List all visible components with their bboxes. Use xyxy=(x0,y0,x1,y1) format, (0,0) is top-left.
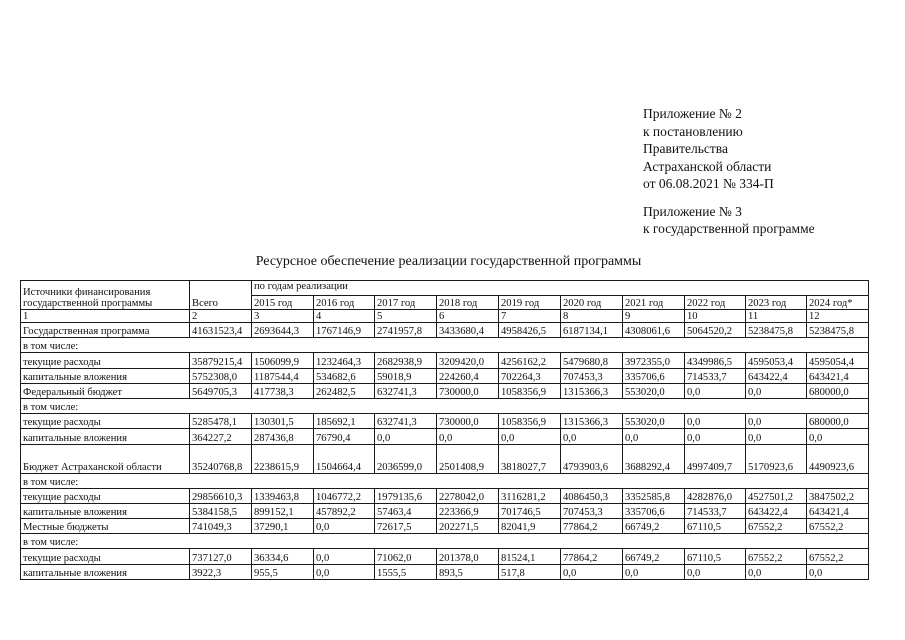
year-value-cell: 59018,9 xyxy=(375,368,437,383)
year-value-cell: 5064520,2 xyxy=(685,323,746,338)
year-value-cell: 632741,3 xyxy=(375,383,437,398)
header-year-cell: 2019 год xyxy=(499,296,561,310)
row-label-cell: Федеральный бюджет xyxy=(21,383,190,398)
header-row-top xyxy=(21,281,869,296)
table-row xyxy=(21,368,869,383)
year-value-cell: 4086450,3 xyxy=(561,488,623,503)
year-value-cell: 714533,7 xyxy=(685,503,746,518)
year-value-cell: 1046772,2 xyxy=(314,488,375,503)
row-label-cell: капитальные вложения xyxy=(21,503,190,518)
year-value-cell: 67110,5 xyxy=(685,549,746,564)
year-value-cell: 0,0 xyxy=(314,519,375,534)
appendix-block xyxy=(643,105,815,238)
subtotal-label-row xyxy=(21,534,869,549)
year-value-cell: 1315366,3 xyxy=(561,414,623,429)
subtotal-label-row xyxy=(21,473,869,488)
header-source-cell: Источники финансирования государственной программы xyxy=(21,281,190,310)
appendix-2-line: Астраханской области xyxy=(643,158,772,174)
year-value-cell: 4997409,7 xyxy=(685,444,746,473)
year-value-cell: 1315366,3 xyxy=(561,383,623,398)
year-value-cell: 643422,4 xyxy=(746,503,807,518)
year-value-cell: 643421,4 xyxy=(807,503,869,518)
column-number-cell: 1 xyxy=(21,310,190,323)
year-value-cell: 3352585,8 xyxy=(623,488,685,503)
year-value-cell: 0,0 xyxy=(314,564,375,579)
header-year-cell: 2021 год xyxy=(623,296,685,310)
year-value-cell: 223366,9 xyxy=(437,503,499,518)
header-year-cell: 2022 год xyxy=(685,296,746,310)
year-value-cell: 714533,7 xyxy=(685,368,746,383)
year-value-cell: 1232464,3 xyxy=(314,353,375,368)
year-value-cell: 4308061,6 xyxy=(623,323,685,338)
year-value-cell: 0,0 xyxy=(437,429,499,444)
year-value-cell: 3433680,4 xyxy=(437,323,499,338)
resource-table-body xyxy=(21,281,869,580)
year-value-cell: 4490923,6 xyxy=(807,444,869,473)
year-value-cell: 4595053,4 xyxy=(746,353,807,368)
year-value-cell: 4349986,5 xyxy=(685,353,746,368)
year-value-cell: 5479680,8 xyxy=(561,353,623,368)
row-label-cell: текущие расходы xyxy=(21,353,190,368)
year-value-cell: 0,0 xyxy=(685,414,746,429)
appendix-3-line: к государственной программе xyxy=(643,221,815,236)
year-value-cell: 4958426,5 xyxy=(499,323,561,338)
row-label-cell: Бюджет Астраханской области xyxy=(21,444,190,473)
subtotal-label-row xyxy=(21,338,869,353)
year-value-cell: 2238615,9 xyxy=(252,444,314,473)
year-value-cell: 67552,2 xyxy=(746,519,807,534)
column-number-cell: 5 xyxy=(375,310,437,323)
year-value-cell: 1504664,4 xyxy=(314,444,375,473)
year-value-cell: 0,0 xyxy=(623,564,685,579)
year-value-cell: 77864,2 xyxy=(561,549,623,564)
total-value-cell: 5285478,1 xyxy=(190,414,252,429)
header-year-cell: 2018 год xyxy=(437,296,499,310)
year-value-cell: 5238475,8 xyxy=(807,323,869,338)
year-value-cell: 1058356,9 xyxy=(499,383,561,398)
row-label-cell: капитальные вложения xyxy=(21,368,190,383)
year-value-cell: 0,0 xyxy=(499,429,561,444)
column-number-cell: 9 xyxy=(623,310,685,323)
appendix-2-line: от 06.08.2021 № 334-П xyxy=(643,176,774,191)
row-label-cell: капитальные вложения xyxy=(21,429,190,444)
year-value-cell: 0,0 xyxy=(685,429,746,444)
appendix-2-line: Правительства xyxy=(643,141,728,156)
year-value-cell: 1339463,8 xyxy=(252,488,314,503)
row-label-cell: текущие расходы xyxy=(21,414,190,429)
header-year-cell: 2017 год xyxy=(375,296,437,310)
year-value-cell: 893,5 xyxy=(437,564,499,579)
year-value-cell: 680000,0 xyxy=(807,414,869,429)
year-value-cell: 66749,2 xyxy=(623,549,685,564)
year-value-cell: 2693644,3 xyxy=(252,323,314,338)
year-value-cell: 185692,1 xyxy=(314,414,375,429)
total-value-cell: 35879215,4 xyxy=(190,353,252,368)
table-row xyxy=(21,383,869,398)
year-value-cell: 707453,3 xyxy=(561,368,623,383)
year-value-cell: 130301,5 xyxy=(252,414,314,429)
total-value-cell: 35240768,8 xyxy=(190,444,252,473)
total-value-cell: 41631523,4 xyxy=(190,323,252,338)
year-value-cell: 67552,2 xyxy=(746,549,807,564)
year-value-cell: 417738,3 xyxy=(252,383,314,398)
year-value-cell: 2501408,9 xyxy=(437,444,499,473)
year-value-cell: 57463,4 xyxy=(375,503,437,518)
year-value-cell: 4793903,6 xyxy=(561,444,623,473)
appendix-2-line: к постановлению xyxy=(643,123,743,139)
year-value-cell: 287436,8 xyxy=(252,429,314,444)
year-value-cell: 1767146,9 xyxy=(314,323,375,338)
year-value-cell: 0,0 xyxy=(314,549,375,564)
year-value-cell: 77864,2 xyxy=(561,519,623,534)
in-that-number-cell: в том числе: xyxy=(21,534,869,549)
year-value-cell: 1979135,6 xyxy=(375,488,437,503)
year-value-cell: 899152,1 xyxy=(252,503,314,518)
table-row xyxy=(21,353,869,368)
year-value-cell: 202271,5 xyxy=(437,519,499,534)
total-value-cell: 737127,0 xyxy=(190,549,252,564)
table-row xyxy=(21,564,869,579)
year-value-cell: 0,0 xyxy=(623,429,685,444)
column-number-cell: 6 xyxy=(437,310,499,323)
appendix-3-caption xyxy=(643,203,815,238)
in-that-number-cell: в том числе: xyxy=(21,338,869,353)
header-year-cell: 2015 год xyxy=(252,296,314,310)
total-value-cell: 5384158,5 xyxy=(190,503,252,518)
in-that-number-cell: в том числе: xyxy=(21,398,869,413)
row-label-cell: Местные бюджеты xyxy=(21,519,190,534)
year-value-cell: 82041,9 xyxy=(499,519,561,534)
header-by-years-cell: по годам реализации xyxy=(252,281,869,296)
appendix-3-line: Приложение № 3 xyxy=(643,203,742,219)
appendix-2-line: Приложение № 2 xyxy=(643,106,742,121)
year-value-cell: 0,0 xyxy=(561,429,623,444)
year-value-cell: 3972355,0 xyxy=(623,353,685,368)
year-value-cell: 0,0 xyxy=(685,383,746,398)
year-value-cell: 553020,0 xyxy=(623,383,685,398)
year-value-cell: 701746,5 xyxy=(499,503,561,518)
column-number-cell: 12 xyxy=(807,310,869,323)
year-value-cell: 72617,5 xyxy=(375,519,437,534)
column-number-cell: 7 xyxy=(499,310,561,323)
row-label-cell: текущие расходы xyxy=(21,488,190,503)
year-value-cell: 71062,0 xyxy=(375,549,437,564)
year-value-cell: 335706,6 xyxy=(623,503,685,518)
year-value-cell: 1187544,4 xyxy=(252,368,314,383)
year-value-cell: 2741957,8 xyxy=(375,323,437,338)
table-row xyxy=(21,323,869,338)
year-value-cell: 517,8 xyxy=(499,564,561,579)
year-value-cell: 201378,0 xyxy=(437,549,499,564)
year-value-cell: 0,0 xyxy=(807,564,869,579)
year-value-cell: 2682938,9 xyxy=(375,353,437,368)
column-number-cell: 3 xyxy=(252,310,314,323)
year-value-cell: 680000,0 xyxy=(807,383,869,398)
total-value-cell: 29856610,3 xyxy=(190,488,252,503)
year-value-cell: 5238475,8 xyxy=(746,323,807,338)
year-value-cell: 707453,3 xyxy=(561,503,623,518)
year-value-cell: 76790,4 xyxy=(314,429,375,444)
appendix-gap xyxy=(643,193,815,203)
header-total-cell: Всего xyxy=(190,281,252,310)
appendix-2-caption xyxy=(643,105,815,193)
year-value-cell: 643421,4 xyxy=(807,368,869,383)
row-label-cell: капитальные вложения xyxy=(21,564,190,579)
year-value-cell: 702264,3 xyxy=(499,368,561,383)
year-value-cell: 0,0 xyxy=(746,383,807,398)
table-row xyxy=(21,503,869,518)
year-value-cell: 4282876,0 xyxy=(685,488,746,503)
year-value-cell: 3688292,4 xyxy=(623,444,685,473)
year-value-cell: 0,0 xyxy=(375,429,437,444)
year-value-cell: 730000,0 xyxy=(437,383,499,398)
year-value-cell: 632741,3 xyxy=(375,414,437,429)
table-row xyxy=(21,549,869,564)
year-value-cell: 1555,5 xyxy=(375,564,437,579)
year-value-cell: 4527501,2 xyxy=(746,488,807,503)
row-label-cell: Государственная программа xyxy=(21,323,190,338)
year-value-cell: 1058356,9 xyxy=(499,414,561,429)
header-year-cell: 2020 год xyxy=(561,296,623,310)
year-value-cell: 457892,2 xyxy=(314,503,375,518)
year-value-cell: 0,0 xyxy=(685,564,746,579)
year-value-cell: 3847502,2 xyxy=(807,488,869,503)
in-that-number-cell: в том числе: xyxy=(21,473,869,488)
header-year-cell: 2023 год xyxy=(746,296,807,310)
column-numbers-row xyxy=(21,310,869,323)
header-year-cell: 2016 год xyxy=(314,296,375,310)
year-value-cell: 5170923,6 xyxy=(746,444,807,473)
year-value-cell: 3209420,0 xyxy=(437,353,499,368)
year-value-cell: 0,0 xyxy=(746,429,807,444)
document-title-text: Ресурсное обеспечение реализации государственной программы xyxy=(255,254,642,269)
year-value-cell: 0,0 xyxy=(746,564,807,579)
year-value-cell: 730000,0 xyxy=(437,414,499,429)
year-value-cell: 6187134,1 xyxy=(561,323,623,338)
year-value-cell: 262482,5 xyxy=(314,383,375,398)
subtotal-label-row xyxy=(21,398,869,413)
year-value-cell: 4256162,2 xyxy=(499,353,561,368)
table-row xyxy=(21,519,869,534)
year-value-cell: 534682,6 xyxy=(314,368,375,383)
table-row xyxy=(21,444,869,473)
total-value-cell: 364227,2 xyxy=(190,429,252,444)
document-title xyxy=(0,254,905,270)
year-value-cell: 3818027,7 xyxy=(499,444,561,473)
year-value-cell: 0,0 xyxy=(746,414,807,429)
year-value-cell: 2036599,0 xyxy=(375,444,437,473)
table-row xyxy=(21,429,869,444)
resource-table xyxy=(20,280,869,580)
year-value-cell: 2278042,0 xyxy=(437,488,499,503)
column-number-cell: 8 xyxy=(561,310,623,323)
total-value-cell: 741049,3 xyxy=(190,519,252,534)
year-value-cell: 0,0 xyxy=(561,564,623,579)
year-value-cell: 0,0 xyxy=(807,429,869,444)
year-value-cell: 67110,5 xyxy=(685,519,746,534)
header-year-cell: 2024 год* xyxy=(807,296,869,310)
year-value-cell: 955,5 xyxy=(252,564,314,579)
row-label-cell: текущие расходы xyxy=(21,549,190,564)
column-number-cell: 2 xyxy=(190,310,252,323)
year-value-cell: 643422,4 xyxy=(746,368,807,383)
year-value-cell: 553020,0 xyxy=(623,414,685,429)
year-value-cell: 67552,2 xyxy=(807,549,869,564)
total-value-cell: 5649705,3 xyxy=(190,383,252,398)
table-row xyxy=(21,488,869,503)
year-value-cell: 67552,2 xyxy=(807,519,869,534)
year-value-cell: 3116281,2 xyxy=(499,488,561,503)
year-value-cell: 224260,4 xyxy=(437,368,499,383)
year-value-cell: 1506099,9 xyxy=(252,353,314,368)
year-value-cell: 4595054,4 xyxy=(807,353,869,368)
year-value-cell: 37290,1 xyxy=(252,519,314,534)
year-value-cell: 335706,6 xyxy=(623,368,685,383)
year-value-cell: 36334,6 xyxy=(252,549,314,564)
table-row xyxy=(21,414,869,429)
column-number-cell: 11 xyxy=(746,310,807,323)
year-value-cell: 81524,1 xyxy=(499,549,561,564)
column-number-cell: 10 xyxy=(685,310,746,323)
column-number-cell: 4 xyxy=(314,310,375,323)
total-value-cell: 5752308,0 xyxy=(190,368,252,383)
year-value-cell: 66749,2 xyxy=(623,519,685,534)
total-value-cell: 3922,3 xyxy=(190,564,252,579)
